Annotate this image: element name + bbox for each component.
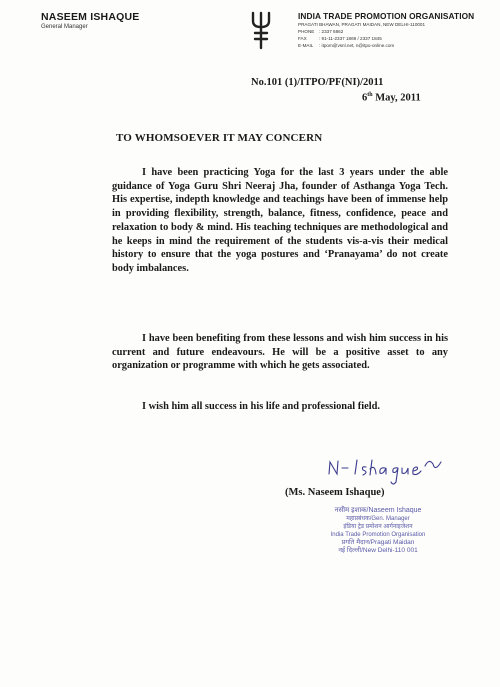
stamp-line: महाप्रबंधक/Gen. Manager bbox=[346, 516, 410, 522]
paragraph-text: I have been practicing Yoga for the last 3 years under the able guidance of Yoga Guru Shri Neeraj Jha, founder of Asthanga Yoga Tech. His expertise, indepth knowledge and teachings have been of immense help in providing flexibility, strength, balance, fitness, confidence, peace and relaxation to body & mind. His teaching techniques are methodological and he keeps in mind the requirement of the students vis-a-vis their medical history to ensure that the yoga postures and ‘Pranayama’ do not create body imbalances. bbox=[112, 167, 448, 274]
body-paragraph-1 bbox=[112, 166, 448, 276]
date-rest: May, 2011 bbox=[372, 92, 421, 104]
date-suffix: th bbox=[367, 92, 373, 98]
itpo-logo bbox=[250, 10, 272, 52]
phone-value: : 2337 6862 bbox=[319, 29, 344, 34]
body-paragraph-2 bbox=[112, 332, 448, 373]
stamp-line: India Trade Promotion Organisation bbox=[330, 532, 426, 538]
handwritten-signature bbox=[325, 452, 445, 487]
fax-label: FAX bbox=[298, 36, 307, 41]
email-line bbox=[298, 42, 488, 49]
sender-name: NASEEM ISHAQUE bbox=[41, 11, 140, 23]
body-paragraph-3 bbox=[112, 400, 448, 414]
letter-date bbox=[362, 92, 421, 104]
official-stamp bbox=[298, 507, 458, 555]
signatory-name: (Ms. Naseem Ishaque) bbox=[285, 487, 385, 498]
letter-heading: TO WHOMSOEVER IT MAY CONCERN bbox=[116, 132, 323, 144]
reference-number: No.101 (1)/ITPO/PF(NI)/2011 bbox=[251, 77, 384, 88]
phone-line bbox=[298, 28, 488, 35]
phone-label: PHONE bbox=[298, 29, 315, 34]
organisation-name: INDIA TRADE PROMOTION ORGANISATION bbox=[298, 11, 475, 21]
paragraph-text: I have been benefiting from these lessons and wish him success in his current and future endeavours. He will be a positive asset to any organization or programme with which he gets associated. bbox=[112, 333, 448, 372]
stamp-line: प्रगति मैदान/Pragati Maidan bbox=[341, 539, 415, 546]
stamp-line: इंडिया ट्रेड प्रमोशन आर्गनाइजेशन bbox=[343, 524, 413, 530]
letterhead-sender bbox=[41, 11, 139, 30]
sender-title: General Manager bbox=[41, 24, 88, 30]
email-label: E-MAIL bbox=[298, 43, 314, 48]
date-day: 6 bbox=[362, 92, 368, 104]
email-value: : itpom@vsnl.net, n@itpo-online.com bbox=[319, 43, 395, 48]
stamp-line: नई दिल्ली/New Delhi-110 001 bbox=[338, 547, 418, 554]
organisation-address: PRAGATI BHAWAN, PRAGATI MAIDAN, NEW DELHI-110001 bbox=[298, 22, 426, 27]
fax-line bbox=[298, 35, 488, 42]
stamp-line: नसीम इशाक/Naseem Ishaque bbox=[334, 507, 422, 514]
fax-value: : 91-11-2337 1869 / 2337 1845 bbox=[319, 36, 382, 41]
paragraph-text: I wish him all success in his life and professional field. bbox=[142, 401, 380, 412]
letterhead-organisation bbox=[298, 11, 488, 49]
